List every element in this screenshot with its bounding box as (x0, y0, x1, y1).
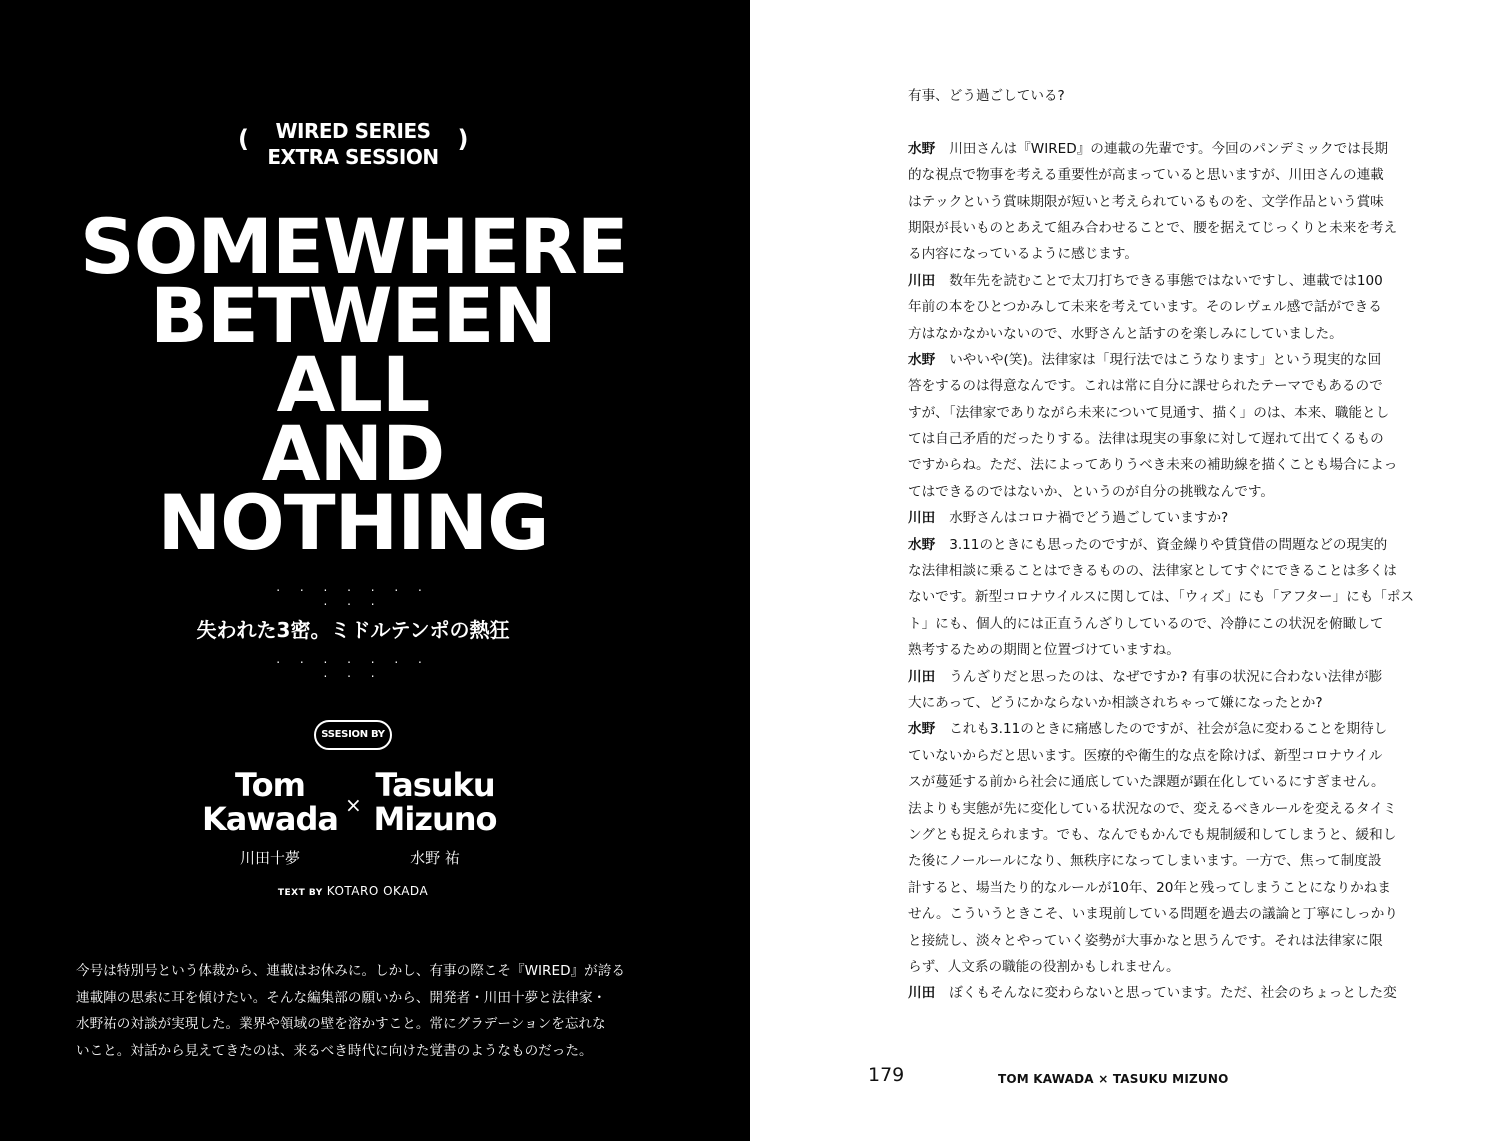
speaker-name: 水野 (908, 536, 936, 553)
dialogue-line (908, 611, 1428, 637)
headline-line: AND (261, 409, 445, 498)
footer-separator: × (1098, 1072, 1109, 1086)
text-credit (228, 884, 478, 898)
series-paren-open: ( (238, 125, 249, 153)
headline-line: BETWEEN (150, 271, 556, 360)
dialogue-line (908, 373, 1428, 399)
series-label (230, 118, 476, 170)
speaker-name: 水野 (908, 351, 936, 368)
right-page (750, 0, 1500, 1141)
dialogue-text: いやいや(笑)。法律家は「現行法ではこうなります」という現実的な回 (949, 351, 1382, 368)
lead-line: 水野祐の対談が実現した。業界や領域の壁を溶かすこと。常にグラデーションを忘れな (76, 1016, 606, 1032)
dialogue-text: すが、「法律家でありながら未来について見通す、描く」のは、本来、職能とし (908, 404, 1390, 421)
dialogue-text: 期限が長いものとあえて組み合わせることで、腰を据えてじっくりと未来を考え (908, 219, 1398, 236)
headline-line: NOTHING (157, 478, 549, 567)
dialogue-text: 数年先を読むことで太刀打ちできる事態ではないですし、連載では100 (949, 272, 1383, 289)
author-first-name: Tasuku (375, 766, 495, 804)
dialogue-text: はテックという賞味期限が短いと考えられているものを、文学作品という賞味 (908, 193, 1384, 210)
series-line-1: WIRED SERIES (275, 119, 431, 143)
lead-line: 今号は特別号という体裁から、連載はお休みに。しかし、有事の際こそ『WIRED』が誇る (76, 963, 625, 979)
dialogue-text: 3.11のときにも思ったのですが、資金繰りや賃貸借の問題などの現実的 (949, 536, 1388, 553)
dialogue-line (908, 664, 1428, 690)
dialogue-text: スが蔓延する前から社会に通底していた課題が顕在化しているにすぎません。 (908, 774, 1385, 791)
dialogue-text: ては自己矛盾的だったりする。法律は現実の事象に対して遅れて出てくるもの (908, 431, 1384, 448)
dialogue-text: と接続し、淡々とやっていく姿勢が大事かなと思うんです。それは法律家に限 (908, 932, 1383, 949)
dialogue-line (908, 532, 1428, 558)
dialogue-line (908, 716, 1428, 742)
dialogue-line (908, 426, 1428, 452)
author-tasuku-mizuno (370, 768, 500, 868)
dialogue-line (908, 321, 1428, 347)
dialogue-line (908, 505, 1428, 531)
dialogue-line (908, 452, 1428, 478)
headline-line: SOMEWHERE (80, 202, 628, 291)
speaker-name: 水野 (908, 140, 936, 157)
dialogue-text: てはできるのではないか、というのが自分の挑戦なんです。 (908, 483, 1274, 500)
dialogue-line (908, 954, 1428, 980)
dialogue-text: 法よりも実態が先に変化している状況なので、変えるべきルールを変えるタイミ (908, 800, 1397, 817)
author-first-name: Tom (235, 766, 305, 804)
dialogue-line (908, 268, 1428, 294)
dialogue-line (908, 848, 1428, 874)
dialogue-line (908, 136, 1428, 162)
speaker-name: 川田 (908, 668, 936, 685)
cross-symbol: × (345, 793, 362, 817)
text-credit-name: KOTARO OKADA (326, 884, 429, 898)
dotted-divider-top: . . . . . . . . . . (276, 580, 430, 608)
dialogue-line (908, 347, 1428, 373)
dialogue-text: 年前の本をひとつかみして未来を考えています。そのレヴェル感で話ができる (908, 299, 1382, 316)
dialogue-line (908, 400, 1428, 426)
dialogue-line (908, 875, 1428, 901)
spacer (908, 109, 1428, 135)
author-japanese-name: 川田十夢 (239, 849, 300, 867)
dialogue-text: らず、人文系の職能の役割かもしれません。 (908, 958, 1180, 975)
dialogue-text: な法律相談に乗ることはできるものの、法律家としてすぐにできることは多くは (908, 563, 1397, 580)
dialogue-line (908, 637, 1428, 663)
dialogue-text: 水野さんはコロナ禍でどう過ごしていますか? (949, 510, 1229, 527)
lead-paragraph (76, 958, 636, 1064)
dialogue-line (908, 479, 1428, 505)
session-badge: SSESION BY (314, 720, 392, 750)
footer-name-left: TOM KAWADA (998, 1072, 1094, 1086)
dialogue-text: 川田さんは『WIRED』の連載の先輩です。今回のパンデミックでは長期 (949, 140, 1388, 157)
page-number: 179 (868, 1064, 905, 1086)
running-footer (998, 1072, 1228, 1086)
dialogue-line (908, 584, 1428, 610)
dialogue-line (908, 558, 1428, 584)
dialogue-text: 答をするのは得意なんです。これは常に自分に課せられたテーマでもあるので (908, 378, 1383, 395)
dialogue-line (908, 162, 1428, 188)
dialogue-text: うんざりだと思ったのは、なぜですか? 有事の状況に合わない法律が膨 (949, 668, 1383, 685)
dialogue-text: ないです。新型コロナウイルスに関しては、「ウィズ」にも「アフター」にも「ポス (908, 589, 1415, 606)
dialogue-line (908, 901, 1428, 927)
dialogue-text: た後にノールールになり、無秩序になってしまいます。一方で、焦って制度設 (908, 853, 1382, 870)
speaker-name: 川田 (908, 510, 936, 527)
dialogue-text: 大にあって、どうにかならないか相談されちゃって嫌になったとか? (908, 694, 1323, 711)
subtitle: 失われた3密。ミドルテンポの熱狂 (196, 618, 510, 642)
speaker-name: 川田 (908, 272, 936, 289)
dialogue-text: 的な視点で物事を考える重要性が高まっていると思いますが、川田さんの連載 (908, 167, 1384, 184)
dialogue-line (908, 796, 1428, 822)
section-heading: 有事、どう過ごしている? (908, 88, 1065, 104)
lead-line: 連載陣の思索に耳を傾けたい。そんな編集部の願いから、開発者・川田十夢と法律家・ (76, 989, 607, 1006)
dialogue-line (908, 769, 1428, 795)
headline (80, 202, 628, 567)
series-paren-close: ) (457, 125, 468, 153)
dialogue-text: る内容になっているように感じます。 (908, 246, 1139, 263)
dialogue-text: 計すると、場当たり的なルールが10年、20年と残ってしまうことになりかねま (908, 879, 1391, 896)
dialogue-line (908, 980, 1428, 1006)
author-last-name: Kawada (201, 800, 339, 838)
author-japanese-name: 水野 祐 (410, 849, 460, 867)
dialogue-text: ングとも捉えられます。でも、なんでもかんでも規制緩和してしまうと、緩和し (908, 826, 1397, 843)
dialogue-line (908, 215, 1428, 241)
speaker-name: 川田 (908, 985, 936, 1002)
headline-line: ALL (276, 340, 430, 429)
dialogue-text: ト」にも、個人的には正直うんざりしているので、冷静にこの状況を俯瞰して (908, 615, 1384, 632)
dialogue-text: ですからね。ただ、法によってありうべき未来の補助線を描くことも場合によっ (908, 457, 1398, 474)
dialogue-text: 方はなかなかいないので、水野さんと話すのを楽しみにしていました。 (908, 325, 1343, 342)
dialogue-text: ぼくもそんなに変わらないと思っています。ただ、社会のちょっとした変 (949, 985, 1397, 1002)
speaker-name: 水野 (908, 721, 936, 738)
series-line-2: EXTRA SESSION (267, 145, 439, 169)
author-tom-kawada (200, 768, 340, 868)
dialogue-line (908, 690, 1428, 716)
dialogue-line (908, 294, 1428, 320)
dialogue-body (908, 83, 1428, 1007)
dialogue-text: ていないからだと思います。医療的や衛生的な点を除けば、新型コロナウイル (908, 747, 1383, 764)
author-last-name: Mizuno (373, 800, 497, 838)
lead-line: いこと。対話から見えてきたのは、来るべき時代に向けた覚書のようなものだった。 (76, 1042, 593, 1059)
dialogue-text: せん。こういうときこそ、いま現前している問題を過去の議論と丁寧にしっかり (908, 906, 1398, 923)
dialogue-line (908, 189, 1428, 215)
dialogue-line (908, 928, 1428, 954)
dialogue-text: これも3.11のときに痛感したのですが、社会が急に変わることを期待し (949, 721, 1388, 738)
footer-name-right: TASUKU MIZUNO (1112, 1072, 1229, 1086)
dialogue-line (908, 743, 1428, 769)
dialogue-line (908, 241, 1428, 267)
dialogue-line (908, 822, 1428, 848)
dialogue-text: 熟考するための期間と位置づけていますね。 (908, 642, 1180, 659)
text-credit-label: TEXT BY (277, 888, 323, 898)
dotted-divider-bottom: . . . . . . . . . . (276, 652, 430, 680)
